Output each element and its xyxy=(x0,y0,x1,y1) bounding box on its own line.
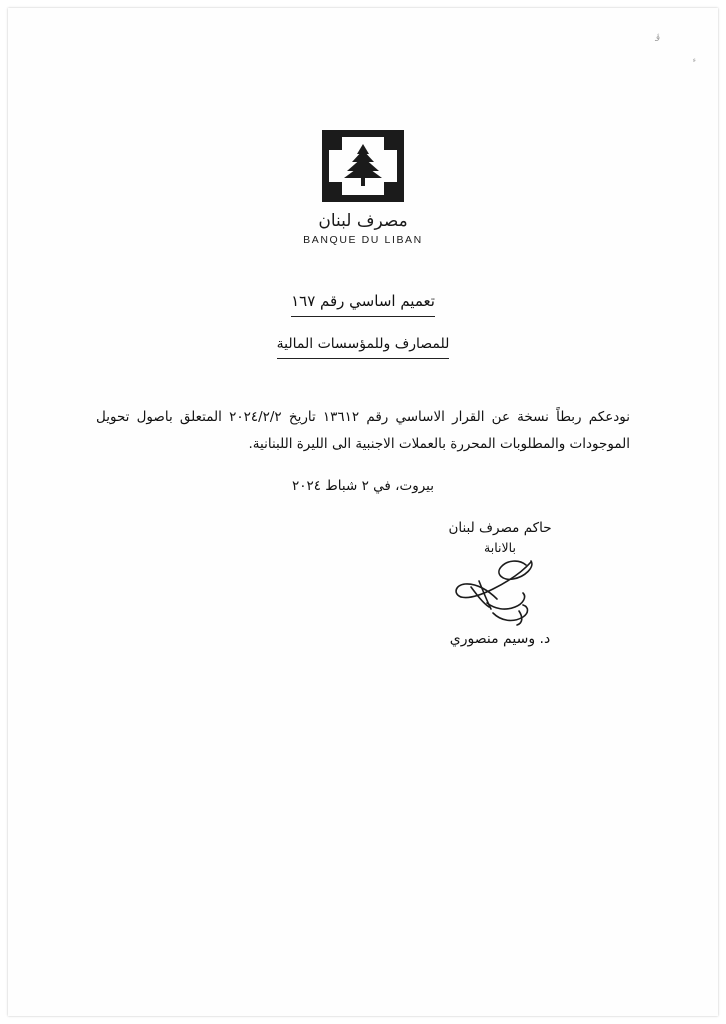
place-and-date-line: بيروت، في ٢ شباط ٢٠٢٤ xyxy=(291,478,434,494)
cedar-tree-in-square-icon xyxy=(322,130,404,202)
page-title: تعميم اساسي رقم ١٦٧ xyxy=(291,290,435,317)
scan-artifact-mark-top: ؤ xyxy=(654,31,661,43)
signatory-role-note: بالانابة xyxy=(484,539,516,555)
handwritten-signature-icon xyxy=(370,551,630,629)
signatory-name: د. وسيم منصوري xyxy=(449,630,551,647)
logo-arabic-name: مصرف لبنان xyxy=(318,211,408,231)
letterhead-logo xyxy=(8,130,718,246)
scan-artifact-mark-corner: ء xyxy=(692,56,696,64)
signatory-role: حاكم مصرف لبنان xyxy=(448,520,552,536)
subtitle-container xyxy=(8,333,718,359)
signature-block xyxy=(370,518,630,647)
page-subtitle: للمصارف وللمؤسسات المالية xyxy=(277,334,450,359)
page-inner xyxy=(8,8,718,1016)
logo-latin-name: BANQUE DU LIBAN xyxy=(303,234,423,246)
document-page xyxy=(8,8,718,1016)
title-container xyxy=(8,290,718,317)
body-paragraph: نودعكم ربطاً نسخة عن القرار الاساسي رقم ١٣٦١٢ تاريخ ٢٠٢٤/٢/٢ المتعلق باصول تحويل الموجودات والمطلوبات المحررة بالعملات الاجنبية الى الليرة اللبنانية. xyxy=(96,409,630,452)
